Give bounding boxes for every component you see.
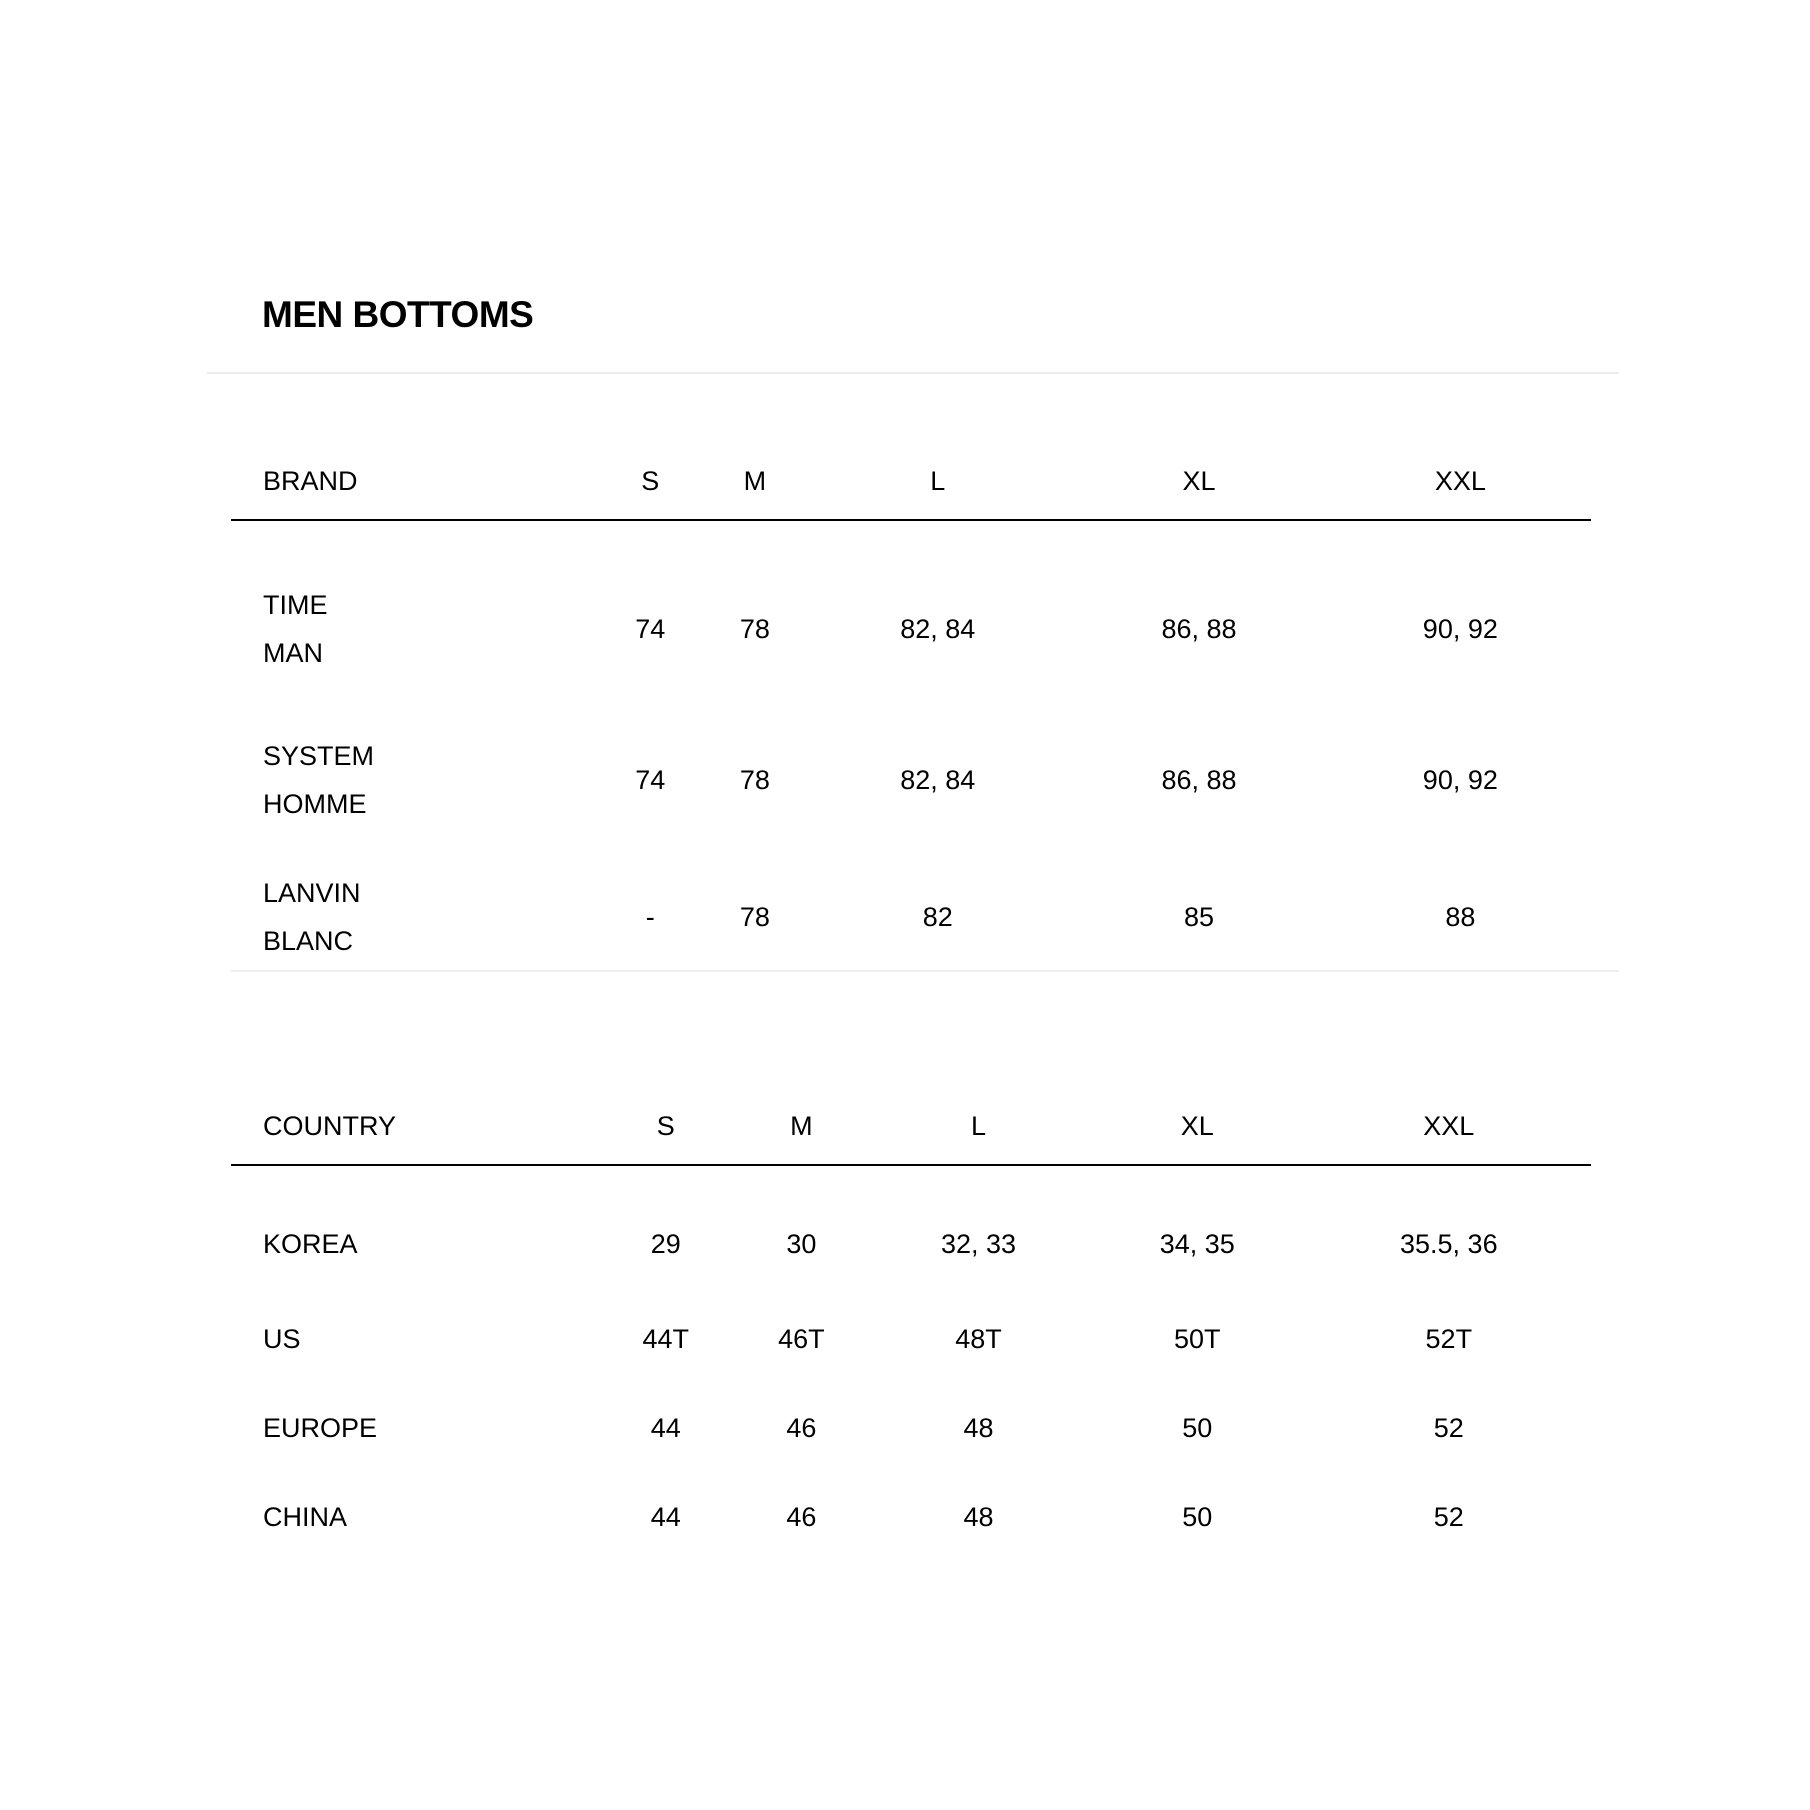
country-name: US bbox=[263, 1324, 301, 1354]
size-value: 30 bbox=[786, 1229, 817, 1259]
size-header-xl: XL bbox=[1088, 1088, 1307, 1165]
table-row bbox=[231, 1473, 1591, 1562]
size-header-xxl: XXL bbox=[1307, 1088, 1591, 1165]
size-value: 44 bbox=[650, 1502, 681, 1532]
size-value: 74 bbox=[635, 614, 666, 644]
size-value: 32, 33 bbox=[940, 1229, 1017, 1259]
size-header-s: S bbox=[598, 1088, 734, 1165]
size-value: 78 bbox=[739, 764, 770, 795]
size-value: 52T bbox=[1425, 1324, 1473, 1354]
size-value: 50 bbox=[1182, 1502, 1213, 1532]
size-value: 86, 88 bbox=[1161, 764, 1237, 795]
brand-name-cell bbox=[231, 520, 598, 711]
size-value: - bbox=[645, 901, 655, 932]
size-value: 48T bbox=[955, 1324, 1002, 1354]
table-divider bbox=[231, 970, 1619, 972]
size-value: 44 bbox=[650, 1413, 681, 1443]
size-value: 82 bbox=[922, 901, 953, 932]
country-name: CHINA bbox=[263, 1502, 348, 1532]
page-title: MEN BOTTOMS bbox=[262, 294, 534, 335]
size-value: 52 bbox=[1433, 1413, 1464, 1443]
size-header-m: M bbox=[703, 443, 808, 520]
size-header-xl: XL bbox=[1068, 443, 1329, 520]
size-value: 78 bbox=[739, 614, 770, 644]
size-value: 46 bbox=[786, 1502, 817, 1532]
size-value: 85 bbox=[1184, 901, 1215, 932]
table-row bbox=[231, 1165, 1591, 1295]
size-value: 48 bbox=[963, 1502, 994, 1532]
size-value: 82, 84 bbox=[900, 764, 976, 795]
size-value: 48 bbox=[963, 1413, 994, 1443]
table-row bbox=[231, 1384, 1591, 1473]
size-header-l: L bbox=[807, 443, 1068, 520]
size-header-l: L bbox=[869, 1088, 1088, 1165]
size-value: 50T bbox=[1173, 1324, 1221, 1354]
brand-header: BRAND bbox=[231, 443, 598, 520]
size-value: 35.5, 36 bbox=[1400, 1229, 1498, 1259]
size-value: 50 bbox=[1182, 1413, 1213, 1443]
size-value: 52 bbox=[1433, 1502, 1464, 1532]
size-header-m: M bbox=[734, 1088, 870, 1165]
brand-name-cell bbox=[231, 711, 598, 848]
brand-name-line: SYSTEM bbox=[263, 740, 375, 771]
brand-name-line: BLANC bbox=[263, 925, 354, 956]
title-divider bbox=[207, 372, 1619, 374]
country-header: COUNTRY bbox=[231, 1088, 598, 1165]
size-value: 86, 88 bbox=[1161, 614, 1237, 644]
country-name: EUROPE bbox=[263, 1413, 378, 1443]
size-value: 90, 92 bbox=[1422, 614, 1498, 644]
size-value: 29 bbox=[650, 1229, 681, 1259]
brand-table-header-row bbox=[231, 443, 1591, 520]
size-value: 90, 92 bbox=[1422, 764, 1498, 795]
country-size-table bbox=[231, 1088, 1591, 1562]
size-value: 82, 84 bbox=[900, 614, 976, 644]
country-table-header-row bbox=[231, 1088, 1591, 1165]
size-value: 88 bbox=[1445, 901, 1476, 932]
table-row bbox=[231, 1295, 1591, 1384]
brand-size-table bbox=[231, 443, 1591, 985]
size-header-s: S bbox=[598, 443, 703, 520]
brand-name-line: HOMME bbox=[263, 788, 367, 819]
brand-name-line: MAN bbox=[263, 638, 323, 668]
size-value: 44T bbox=[642, 1324, 690, 1354]
size-value: 46T bbox=[778, 1324, 825, 1354]
country-name: KOREA bbox=[263, 1229, 358, 1259]
table-row bbox=[231, 520, 1591, 711]
brand-name-cell bbox=[231, 848, 598, 985]
brand-name-line: TIME bbox=[263, 590, 328, 620]
brand-name-line: LANVIN bbox=[263, 877, 361, 908]
table-row bbox=[231, 848, 1591, 985]
size-value: 74 bbox=[635, 764, 666, 795]
size-value: 46 bbox=[786, 1413, 817, 1443]
table-row bbox=[231, 711, 1591, 848]
size-value: 78 bbox=[739, 901, 770, 932]
size-value: 34, 35 bbox=[1159, 1229, 1235, 1259]
size-header-xxl: XXL bbox=[1330, 443, 1591, 520]
